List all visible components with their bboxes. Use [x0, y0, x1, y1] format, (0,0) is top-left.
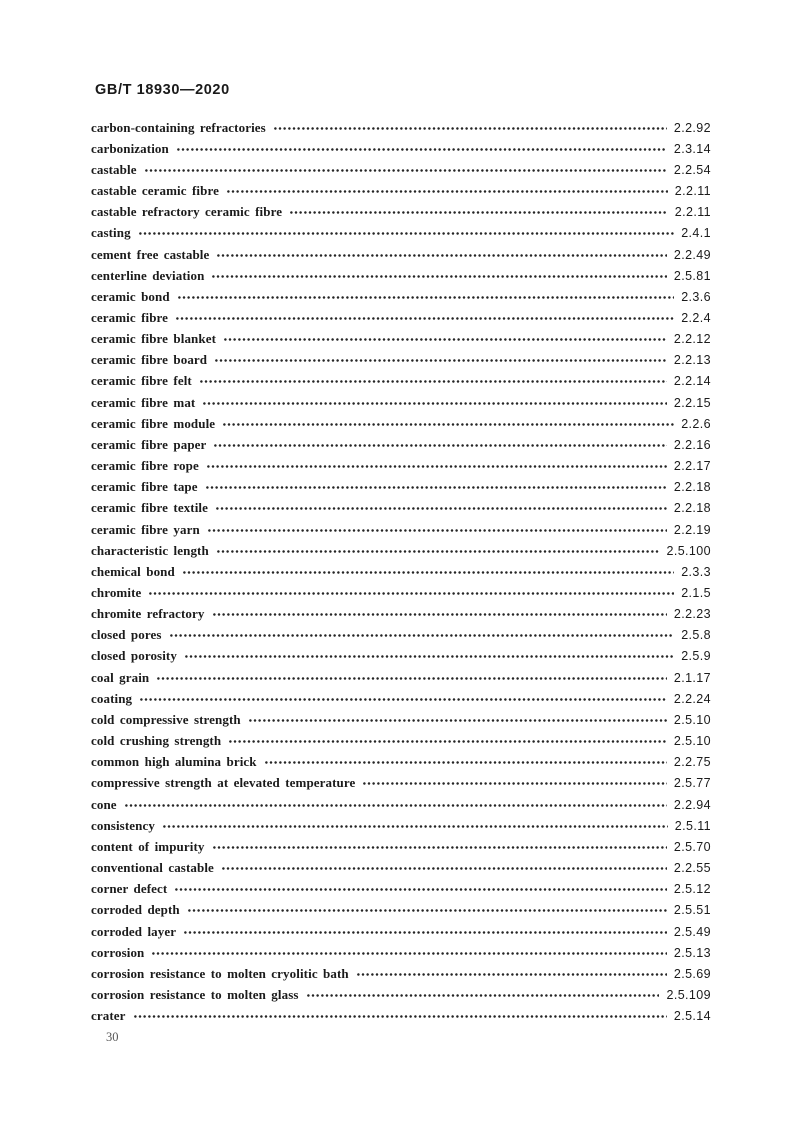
- index-entry-row: [91, 180, 711, 201]
- dot-leader: [133, 1010, 667, 1023]
- dot-leader: [148, 587, 674, 600]
- index-clause-number: 2.2.19: [673, 522, 711, 537]
- index-entry-row: [91, 519, 711, 540]
- index-term: ceramic fibre textile: [91, 500, 209, 516]
- index-term: castable refractory ceramic fibre: [91, 204, 283, 220]
- dot-leader: [264, 756, 667, 769]
- dot-leader: [184, 650, 674, 663]
- index-clause-number: 2.2.13: [673, 353, 711, 368]
- page-number: 30: [106, 1030, 119, 1044]
- index-term: ceramic fibre: [91, 309, 169, 325]
- index-entry-row: [91, 498, 711, 519]
- index-term: compressive strength at elevated temperature: [91, 775, 356, 791]
- dot-leader: [206, 460, 667, 473]
- index-clause-number: 2.5.49: [673, 924, 711, 939]
- index-term: casting: [91, 225, 131, 241]
- index-entry-row: [91, 477, 711, 498]
- dot-leader: [362, 777, 666, 790]
- index-term: ceramic fibre yarn: [91, 521, 200, 537]
- index-clause-number: 2.2.18: [673, 480, 711, 495]
- index-entry-row: [91, 942, 711, 963]
- index-term: corrosion: [91, 944, 145, 960]
- index-term: corrosion resistance to molten glass: [91, 986, 299, 1002]
- dot-leader: [289, 206, 668, 219]
- index-entry-row: [91, 159, 711, 180]
- index-term: ceramic bond: [91, 288, 170, 304]
- index-clause-number: 2.2.54: [673, 162, 711, 177]
- index-entry-row: [91, 815, 711, 836]
- dot-leader: [207, 524, 667, 537]
- index-entry-row: [91, 392, 711, 413]
- dot-leader: [213, 439, 666, 452]
- index-entry-row: [91, 921, 711, 942]
- index-term: corroded depth: [91, 902, 180, 918]
- index-entry-row: [91, 540, 711, 561]
- dot-leader: [169, 629, 675, 642]
- index-term: castable ceramic fibre: [91, 183, 219, 199]
- index-term: ceramic fibre rope: [91, 458, 199, 474]
- index-clause-number: 2.5.13: [673, 945, 711, 960]
- index-clause-number: 2.2.15: [673, 395, 711, 410]
- dot-leader: [222, 418, 674, 431]
- index-clause-number: 2.2.18: [673, 501, 711, 516]
- index-entry-row: [91, 223, 711, 244]
- index-clause-number: 2.5.100: [666, 543, 711, 558]
- index-clause-number: 2.5.69: [673, 966, 711, 981]
- index-clause-number: 2.2.24: [673, 691, 711, 706]
- dot-leader: [174, 883, 667, 896]
- index-entry-row: [91, 350, 711, 371]
- index-entry-row: [91, 963, 711, 984]
- dot-leader: [221, 862, 667, 875]
- index-clause-number: 2.3.6: [681, 289, 711, 304]
- index-term: crater: [91, 1008, 126, 1024]
- dot-leader: [202, 397, 666, 410]
- index-clause-number: 2.5.51: [673, 903, 711, 918]
- dot-leader: [211, 270, 666, 283]
- index-entry-row: [91, 138, 711, 159]
- index-term: carbonization: [91, 140, 169, 156]
- index-entry-row: [91, 794, 711, 815]
- index-term: content of impurity: [91, 838, 205, 854]
- index-term: ceramic fibre board: [91, 352, 208, 368]
- index-clause-number: 2.5.11: [674, 818, 711, 833]
- index-term: chemical bond: [91, 563, 175, 579]
- dot-leader: [176, 143, 667, 156]
- index-term: conventional castable: [91, 860, 214, 876]
- index-entry-row: [91, 582, 711, 603]
- index-entry-row: [91, 286, 711, 307]
- alphabetical-index-list: [91, 117, 711, 1027]
- index-clause-number: 2.4.1: [681, 226, 711, 241]
- index-entry-row: [91, 773, 711, 794]
- index-term: cold crushing strength: [91, 733, 222, 749]
- index-entry-row: [91, 731, 711, 752]
- index-clause-number: 2.2.14: [673, 374, 711, 389]
- dot-leader: [306, 989, 660, 1002]
- dot-leader: [216, 249, 666, 262]
- index-term: common high alumina brick: [91, 754, 257, 770]
- index-term: ceramic fibre blanket: [91, 331, 216, 347]
- index-clause-number: 2.2.23: [673, 607, 711, 622]
- index-term: characteristic length: [91, 542, 209, 558]
- index-term: closed porosity: [91, 648, 177, 664]
- index-term: coal grain: [91, 669, 150, 685]
- index-entry-row: [91, 456, 711, 477]
- index-clause-number: 2.5.14: [673, 1009, 711, 1024]
- index-term: castable: [91, 161, 137, 177]
- index-clause-number: 2.2.16: [673, 437, 711, 452]
- dot-leader: [187, 904, 667, 917]
- index-entry-row: [91, 752, 711, 773]
- index-entry-row: [91, 244, 711, 265]
- dot-leader: [177, 291, 675, 304]
- index-clause-number: 2.5.10: [673, 712, 711, 727]
- index-term: chromite: [91, 585, 142, 601]
- index-entry-row: [91, 625, 711, 646]
- index-entry-row: [91, 307, 711, 328]
- index-term: ceramic fibre mat: [91, 394, 196, 410]
- dot-leader: [199, 375, 667, 388]
- index-entry-row: [91, 604, 711, 625]
- index-clause-number: 2.1.17: [673, 670, 711, 685]
- dot-leader: [226, 185, 668, 198]
- index-clause-number: 2.5.109: [666, 987, 711, 1002]
- dot-leader: [356, 968, 667, 981]
- dot-leader: [183, 926, 667, 939]
- index-clause-number: 2.2.92: [673, 120, 711, 135]
- dot-leader: [151, 947, 666, 960]
- index-entry-row: [91, 117, 711, 138]
- index-entry-row: [91, 688, 711, 709]
- index-clause-number: 2.3.14: [673, 141, 711, 156]
- index-term: cone: [91, 796, 117, 812]
- dot-leader: [212, 841, 667, 854]
- dot-leader: [138, 227, 674, 240]
- index-entry-row: [91, 1006, 711, 1027]
- index-clause-number: 2.5.81: [673, 268, 711, 283]
- index-entry-row: [91, 646, 711, 667]
- index-entry-row: [91, 265, 711, 286]
- index-entry-row: [91, 667, 711, 688]
- dot-leader: [212, 608, 667, 621]
- index-clause-number: 2.2.4: [681, 310, 711, 325]
- dot-leader: [139, 693, 667, 706]
- index-term: chromite refractory: [91, 606, 205, 622]
- index-clause-number: 2.2.94: [673, 797, 711, 812]
- index-clause-number: 2.5.10: [673, 734, 711, 749]
- dot-leader: [216, 545, 660, 558]
- index-term: cold compressive strength: [91, 711, 241, 727]
- index-term: ceramic fibre paper: [91, 436, 207, 452]
- dot-leader: [162, 820, 668, 833]
- index-term: corroded layer: [91, 923, 177, 939]
- dot-leader: [124, 799, 667, 812]
- index-entry-row: [91, 413, 711, 434]
- dot-leader: [214, 354, 667, 367]
- index-entry-row: [91, 434, 711, 455]
- dot-leader: [215, 502, 667, 515]
- index-clause-number: 2.2.11: [674, 205, 711, 220]
- dot-leader: [273, 122, 667, 135]
- index-entry-row: [91, 836, 711, 857]
- index-entry-row: [91, 857, 711, 878]
- dot-leader: [223, 333, 667, 346]
- index-entry-row: [91, 984, 711, 1005]
- dot-leader: [175, 312, 674, 325]
- index-clause-number: 2.5.8: [681, 628, 711, 643]
- index-entry-row: [91, 561, 711, 582]
- index-term: ceramic fibre tape: [91, 479, 198, 495]
- index-clause-number: 2.2.17: [673, 459, 711, 474]
- index-clause-number: 2.2.6: [681, 416, 711, 431]
- index-entry-row: [91, 879, 711, 900]
- dot-leader: [228, 735, 667, 748]
- index-clause-number: 2.5.77: [673, 776, 711, 791]
- index-clause-number: 2.1.5: [681, 586, 711, 601]
- index-term: ceramic fibre module: [91, 415, 216, 431]
- index-clause-number: 2.5.70: [673, 839, 711, 854]
- index-clause-number: 2.2.12: [673, 332, 711, 347]
- dot-leader: [156, 672, 667, 685]
- index-entry-row: [91, 329, 711, 350]
- index-entry-row: [91, 709, 711, 730]
- document-code-header: GB/T 18930—2020: [95, 82, 230, 98]
- index-entry-row: [91, 202, 711, 223]
- dot-leader: [144, 164, 667, 177]
- index-clause-number: 2.2.55: [673, 861, 711, 876]
- index-clause-number: 2.5.12: [673, 882, 711, 897]
- dot-leader: [205, 481, 667, 494]
- index-term: ceramic fibre felt: [91, 373, 192, 389]
- index-clause-number: 2.5.9: [681, 649, 711, 664]
- index-term: cement free castable: [91, 246, 210, 262]
- index-clause-number: 2.2.75: [673, 755, 711, 770]
- index-entry-row: [91, 900, 711, 921]
- dot-leader: [248, 714, 667, 727]
- index-term: centerline deviation: [91, 267, 205, 283]
- index-clause-number: 2.2.11: [674, 184, 711, 199]
- index-term: corner defect: [91, 881, 168, 897]
- index-entry-row: [91, 371, 711, 392]
- index-term: consistency: [91, 817, 155, 833]
- index-term: closed pores: [91, 627, 162, 643]
- index-clause-number: 2.2.49: [673, 247, 711, 262]
- index-term: carbon-containing refractories: [91, 119, 266, 135]
- index-term: corrosion resistance to molten cryolitic bath: [91, 965, 349, 981]
- index-term: coating: [91, 690, 133, 706]
- dot-leader: [182, 566, 674, 579]
- index-clause-number: 2.3.3: [681, 564, 711, 579]
